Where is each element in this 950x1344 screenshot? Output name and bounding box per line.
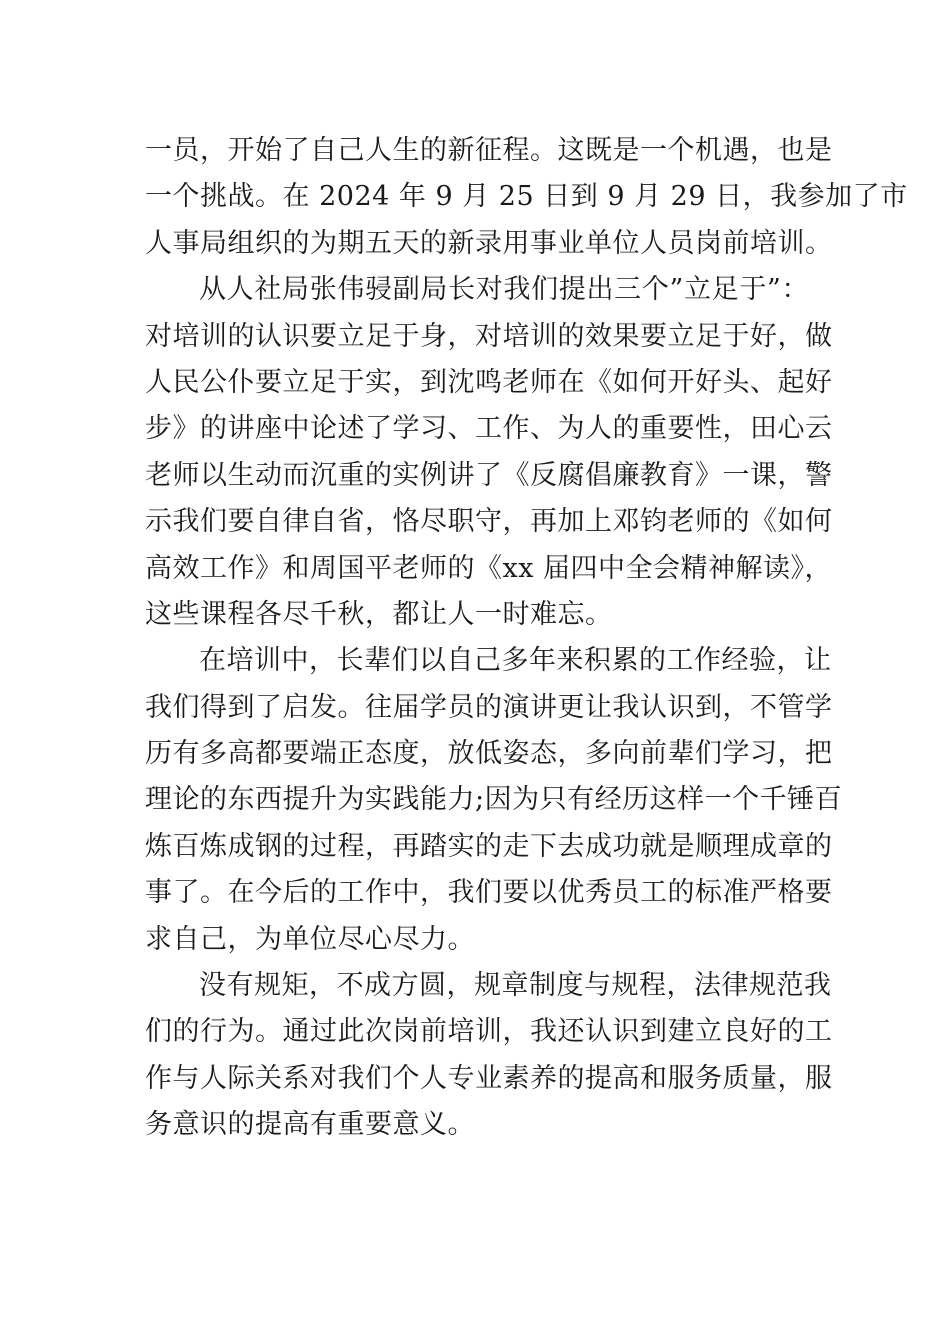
text-line: 从人社局张伟骎副局长对我们提出三个”立足于”： <box>199 274 809 306</box>
text-line: 老师以生动而沉重的实例讲了《反腐倡廉教育》一课，警 <box>145 459 833 491</box>
text-line: 没有规矩，不成方圆，规章制度与规程，法律规范我 <box>199 970 832 1002</box>
text-line: 一个挑战。在 2024 年 9 月 25 日到 9 月 29 日，我参加了市 <box>145 181 908 213</box>
text-line: 我们得到了启发。往届学员的演讲更让我认识到，不管学 <box>145 691 833 723</box>
text-line: 事了。在今后的工作中，我们要以优秀员工的标准严格要 <box>145 877 833 909</box>
text-line: 炼百炼成钢的过程，再踏实的走下去成功就是顺理成章的 <box>145 830 833 862</box>
text-line: 这些课程各尽千秋，都让人一时难忘。 <box>145 598 613 630</box>
text-line: 对培训的认识要立足于身，对培训的效果要立足于好，做 <box>145 320 833 352</box>
text-line: 作与人际关系对我们个人专业素养的提高和服务质量，服 <box>145 1062 833 1094</box>
paragraph-3 <box>145 638 843 963</box>
text-line: 示我们要自律自省，恪尽职守，再加上邓钧老师的《如何 <box>145 506 833 538</box>
text-line: 历有多高都要端正态度，放低姿态，多向前辈们学习，把 <box>145 738 833 770</box>
text-line: 理论的东西提升为实践能力;因为只有经历这样一个千锤百 <box>145 784 843 816</box>
text-line: 步》的讲座中论述了学习、工作、为人的重要性，田心云 <box>145 413 833 445</box>
paragraph-4 <box>145 963 833 1149</box>
text-line: 高效工作》和周国平老师的《xx 届四中全会精神解读》， <box>145 552 833 584</box>
text-line: 求自己，为单位尽心尽力。 <box>145 923 475 955</box>
text-line: 务意识的提高有重要意义。 <box>145 1109 475 1141</box>
paragraph-2 <box>145 267 833 638</box>
paragraph-1 <box>145 128 908 267</box>
text-line: 人民公仆要立足于实，到沈鸣老师在《如何开好头、起好 <box>145 366 833 398</box>
text-line: 在培训中，长辈们以自己多年来积累的工作经验，让 <box>199 645 832 677</box>
text-line: 们的行为。通过此次岗前培训，我还认识到建立良好的工 <box>145 1016 833 1048</box>
text-line: 人事局组织的为期五天的新录用事业单位人员岗前培训。 <box>145 227 833 259</box>
text-line: 一员，开始了自己人生的新征程。这既是一个机遇，也是 <box>145 135 833 166</box>
document-body <box>145 128 908 1149</box>
